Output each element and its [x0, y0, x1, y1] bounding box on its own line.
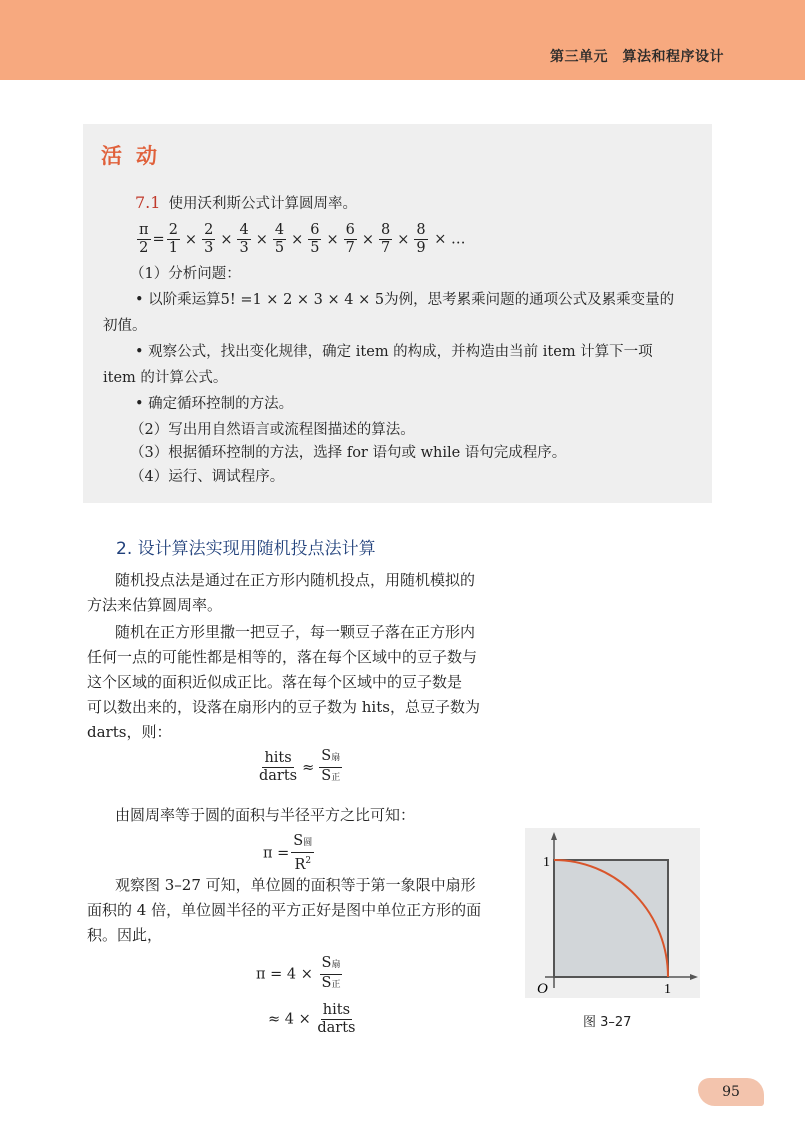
fraction	[273, 222, 286, 257]
paragraph-line: 由圆周率等于圆的面积与半径平方之比可知：	[115, 806, 416, 824]
eq-den: S	[321, 768, 332, 784]
eq-sub: 正	[331, 773, 341, 783]
eq-lhs: π = 4 ×	[256, 966, 313, 983]
denominator: 2	[139, 240, 149, 256]
eq-sup: 2	[305, 856, 312, 866]
figure-caption: 图 3–27	[583, 1015, 632, 1030]
eq-num: S	[321, 748, 332, 764]
activity-line: item 的计算公式。	[103, 370, 228, 386]
page-number: 95	[698, 1078, 764, 1106]
activity-title: 活动	[101, 144, 171, 168]
numerator: 4	[239, 222, 249, 238]
fraction	[202, 222, 215, 257]
numerator: 2	[168, 222, 178, 238]
task-line	[135, 193, 357, 214]
header-band	[0, 0, 805, 80]
equation-pi-area	[263, 833, 316, 874]
x-axis-arrow-icon	[690, 974, 698, 980]
numerator: 4	[274, 222, 285, 238]
eq-sub: 圆	[303, 838, 313, 848]
activity-line: （4）运行、调试程序。	[130, 469, 285, 485]
chapter-title: 第三单元 算法和程序设计	[550, 49, 724, 65]
fraction	[344, 222, 357, 257]
origin-label: O	[537, 981, 548, 997]
eq-sub: 扇	[331, 960, 341, 970]
eq-den: R	[294, 856, 306, 873]
numerator: 8	[416, 222, 426, 238]
eq-den: S	[321, 975, 332, 991]
fraction	[237, 222, 250, 257]
eq-den: darts	[317, 1020, 356, 1036]
fraction	[379, 222, 392, 257]
fraction	[167, 222, 180, 257]
activity-line: • 观察公式，找出变化规律，确定 item 的构成，并构造由当前 item 计算下一项	[135, 344, 653, 360]
paragraph-line: 方法来估算圆周率。	[87, 596, 223, 614]
numerator: π	[139, 222, 149, 238]
activity-line: （1）分析问题：	[130, 266, 241, 282]
denominator: 1	[168, 240, 178, 256]
denominator: 9	[416, 240, 426, 256]
denominator: 7	[381, 240, 391, 256]
section-heading: 2. 设计算法实现用随机投点法计算	[116, 539, 376, 559]
numerator: 6	[345, 222, 355, 238]
eq-op: ≈	[302, 759, 315, 776]
eq-num: hits	[264, 750, 292, 766]
equation-hits-ratio	[257, 748, 344, 787]
quarter-circle-diagram	[525, 828, 700, 998]
activity-line: （2）写出用自然语言或流程图描述的算法。	[130, 422, 415, 438]
activity-line: 初值。	[103, 318, 147, 334]
paragraph-line: 可以数出来的，设落在扇形内的豆子数为 hits，总豆子数为	[87, 698, 480, 716]
y-axis-arrow-icon	[551, 832, 557, 840]
eq-lhs: ≈ 4 ×	[268, 1011, 311, 1028]
paragraph-line: 积。因此，	[87, 926, 163, 944]
eq-num: S	[321, 955, 332, 971]
x-tick-label: 1	[664, 982, 671, 997]
equation-pi-4-area	[256, 955, 344, 994]
paragraph-line: darts，则：	[87, 723, 172, 741]
denominator: 5	[310, 240, 320, 256]
task-text: 使用沃利斯公式计算圆周率。	[168, 196, 357, 212]
paragraph-line: 这个区域的面积近似成正比。落在每个区域中的豆子数是	[87, 673, 463, 691]
denominator: 5	[274, 240, 285, 256]
eq-num: S	[293, 833, 304, 849]
paragraph-line: 随机投点法是通过在正方形内随机投点，用随机模拟的	[115, 571, 476, 589]
paragraph-line: 随机在正方形里撒一把豆子，每一颗豆子落在正方形内	[115, 623, 476, 641]
eq-lhs: π =	[263, 845, 290, 862]
activity-line: • 以阶乘运算5! =1 × 2 × 3 × 4 × 5为例，思考累乘问题的通项公式及累乘变量的	[135, 292, 675, 308]
activity-line: • 确定循环控制的方法。	[135, 396, 294, 412]
eq-sub: 扇	[331, 753, 341, 763]
unit-square	[554, 860, 668, 977]
fraction	[308, 222, 321, 257]
paragraph-line: 面积的 4 倍，单位圆半径的平方正好是图中单位正方形的面	[87, 901, 482, 919]
fraction	[137, 222, 151, 257]
fraction	[414, 222, 427, 257]
paragraph-line: 任何一点的可能性都是相等的，落在每个区域中的豆子数与	[87, 648, 478, 666]
eq-den: darts	[259, 768, 298, 784]
eq-num: hits	[322, 1002, 351, 1018]
task-number: 7.1	[135, 193, 161, 212]
equation-pi-hits	[268, 1002, 358, 1037]
eq-sub: 正	[331, 980, 341, 990]
denominator: 3	[239, 240, 249, 256]
y-tick-label: 1	[543, 855, 550, 870]
paragraph-line: 观察图 3–27 可知，单位圆的面积等于第一象限中扇形	[115, 876, 476, 894]
denominator: 7	[345, 240, 355, 256]
formula-tail: × …	[434, 231, 466, 248]
wallis-formula: $\frac{\pi}{2}$ = $\frac{2}{1}$ × $\frac{2}{3}$ × $\frac{4}{3}$ × $\frac{4}{5}$ × $\frac{6}{5}$ × $\frac{6}{7}$ × $\frac{8}{7}$ × $\frac{8}{9}$ × …	[139, 222, 466, 256]
figure-quarter-circle	[525, 828, 700, 998]
numerator: 8	[381, 222, 391, 238]
numerator: 6	[310, 222, 320, 238]
denominator: 3	[204, 240, 214, 256]
numerator: 2	[204, 222, 214, 238]
activity-line: （3）根据循环控制的方法，选择 for 语句或 while 语句完成程序。	[130, 445, 567, 461]
